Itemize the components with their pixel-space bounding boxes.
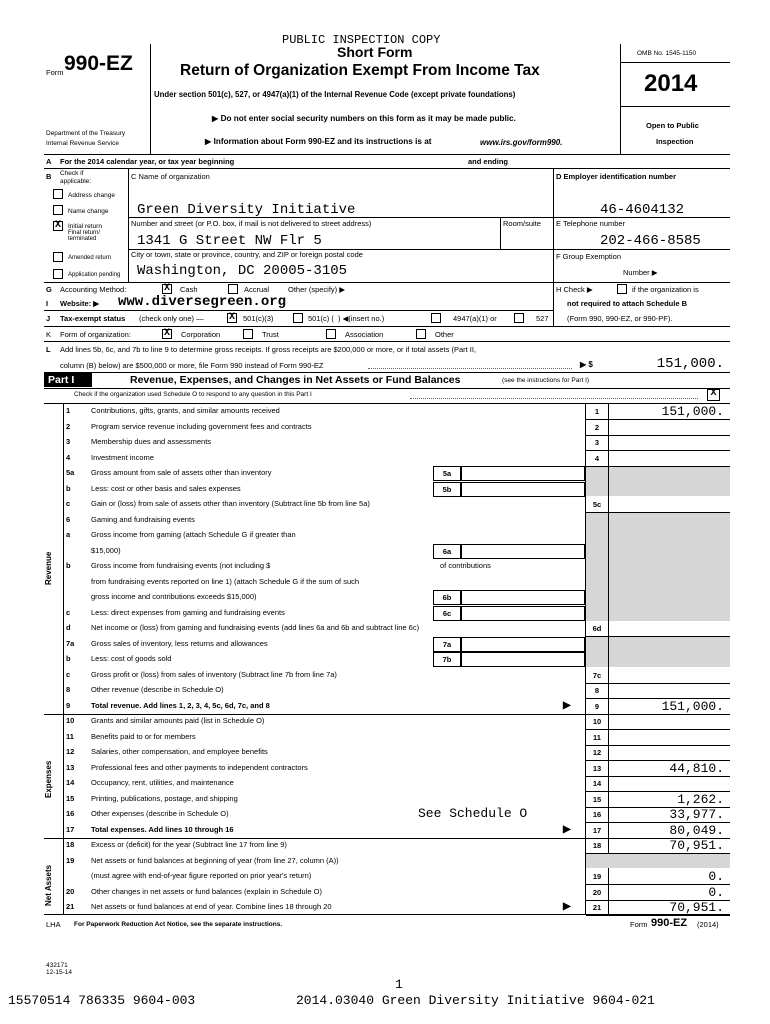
line-box-number: 12 [592,748,602,757]
line-description: Other changes in net assets or fund balances (explain in Schedule O) [91,886,322,896]
see-schedule-o-text: See Schedule O [418,806,528,821]
line-number: 2 [66,421,71,431]
net-assets-sidebar-label: Net Assets [44,864,53,906]
line-box-number: 14 [592,779,602,788]
trust-checkbox[interactable] [243,329,253,339]
address-change-label: Address change [68,192,115,199]
part-i-title: Revenue, Expenses, and Changes in Net Assets or Fund Balances [130,374,461,386]
line-number: 15 [66,793,75,803]
line-description: Gross amount from sale of assets other than inventory [91,468,272,477]
line-arrow: ▶ [563,699,571,711]
line-description: Total expenses. Add lines 10 through 16 [91,824,234,834]
accounting-method-label: Accounting Method: [60,285,127,294]
line-description: Occupancy, rent, utilities, and maintenance [91,778,234,787]
dept-treasury: Department of the Treasury [46,130,126,137]
city-label: City or town, state or province, country, and ZIP or foreign postal code [131,250,363,259]
h-text-3: (Form 990, 990-EZ, or 990-PF). [567,314,673,323]
paperwork-notice: For Paperwork Reduction Act Notice, see the separate instructions. [74,921,283,928]
line-description: Gaming and fundraising events [91,514,195,524]
website-value[interactable]: www.diversegreen.org [118,294,287,310]
line-box-rule [586,450,730,451]
line-number: 18 [66,840,75,849]
line-box-rule [586,729,730,730]
line-l-text-1: Add lines 5b, 6c, and 7b to line 9 to determine gross receipts. If gross receipts are $200,000 or more, or if total assets (Part II, [60,345,477,354]
line-number: b [66,483,71,493]
line-box-number: 4 [594,453,600,463]
expenses-sidebar-label: Expenses [44,760,53,798]
line-amount[interactable]: 70,951. [669,900,724,915]
and-ending: and ending [468,157,508,166]
line-number: d [66,623,71,632]
street-value: 1341 G Street NW Flr 5 [137,233,322,249]
page-number: 1 [395,977,403,992]
line-box-rule [586,714,730,715]
line-number: c [66,607,71,617]
applicable-label: applicable: [60,178,92,185]
association-checkbox[interactable] [326,329,336,339]
line-description: Less: cost of goods sold [91,654,172,663]
line-box-rule [586,512,730,513]
line-number: c [66,669,71,679]
sub-amount-field[interactable] [461,590,585,605]
info-notice: ▶ Information about Form 990-EZ and its instructions is at [205,137,432,146]
line-arrow: ▶ [563,823,571,835]
group-number-label: Number ▶ [623,268,658,277]
line-description: Membership dues and assessments [91,437,212,446]
line-number: c [66,499,71,508]
line-number: 10 [66,716,75,725]
sub-box-label: 7a [442,639,452,649]
line-number: 13 [66,762,75,772]
sub-amount-field[interactable] [461,637,585,652]
ssn-notice: ▶ Do not enter social security numbers on this form as it may be made public. [212,114,516,123]
short-form-label: Short Form [337,44,413,60]
line-amount[interactable]: 33,977. [669,807,724,822]
line-number: 16 [66,809,75,818]
line-description: gross income and contributions exceeds $15,000) [91,592,257,601]
city-value: Washington, DC 20005-3105 [137,263,348,279]
corporation-checkbox[interactable]: X [163,328,170,339]
line-description: Excess or (deficit) for the year (Subtract line 17 from line 9) [91,840,287,849]
line-number: 3 [66,437,71,446]
line-box-number: 8 [594,686,600,695]
final-return-label: Final return/ [68,230,101,236]
line-description: Grants and similar amounts paid (list in Schedule O) [91,716,265,725]
line-description: Printing, publications, postage, and shipping [91,793,238,803]
form-title: Return of Organization Exempt From Income Tax [180,62,540,79]
line-description: Contributions, gifts, grants, and similar amounts received [91,406,280,415]
sub-amount-field[interactable] [461,652,585,667]
line-description: Net assets or fund balances at beginning of year (from line 27, column (A)) [91,855,339,865]
line-number: 1 [66,406,71,415]
line-description: Net income or (loss) from gaming and fundraising events (add lines 6a and 6b and subtract line 6c) [91,623,420,632]
schedule-b-checkbox[interactable] [617,284,627,294]
sub-box-label: 6a [442,546,452,556]
4947-label: 4947(a)(1) or [453,314,497,323]
line-box-rule [586,466,730,467]
irs-label: Internal Revenue Service [46,140,119,147]
527-checkbox[interactable] [514,313,524,323]
gross-receipts-arrow: ▶ $ [580,360,593,369]
line-b-label: B [46,172,52,181]
line-amount[interactable]: 1,262. [677,791,724,807]
website-label: Website: ▶ [60,299,99,308]
line-box-number: 16 [592,810,602,819]
sub-box-label: 6b [442,593,452,602]
lha-label: LHA [46,920,61,929]
room-suite-label: Room/suite [503,219,541,228]
line-box-number: 1 [594,407,600,416]
line-box-rule [586,636,730,637]
application-pending-checkbox[interactable] [53,269,63,279]
line-description: Other revenue (describe in Schedule O) [91,685,224,694]
application-pending-label: Application pending [68,272,121,278]
line-number: 4 [66,452,71,462]
insert-no-label: ) ◀(insert no.) [338,314,385,323]
trust-label: Trust [262,330,279,339]
line-description: Professional fees and other payments to independent contractors [91,762,308,772]
tax-year: 2014 [644,70,698,97]
sub-amount-field[interactable] [461,466,585,481]
line-description: (must agree with end-of-year figure reported on prior year's return) [91,871,312,880]
line-amount[interactable]: 80,049. [669,822,724,838]
cash-label: Cash [180,285,198,294]
501c-other-label: 501(c) ( [308,314,334,323]
line-l-label: L [46,345,51,354]
line-description-suffix: of contributions [440,561,491,570]
amended-return-label: Amended return [68,255,112,261]
line-number: 19 [66,855,75,865]
line-box-number: 21 [592,903,602,912]
other-specify-label: Other (specify) ▶ [288,285,346,294]
sub-amount-field[interactable] [461,606,585,621]
name-change-label: Name change [68,208,109,215]
form-ref-number: 990-EZ [651,917,688,929]
527-label: 527 [536,314,549,323]
line-description: Less: direct expenses from gaming and fundraising events [91,607,285,617]
line-box-number: 9 [594,701,600,711]
line-amount[interactable]: 0. [708,869,724,884]
form-code-2: 12-15-14 [46,969,73,976]
sub-amount-field[interactable] [461,482,585,497]
sub-box-label: 5b [442,484,452,494]
line-box-rule [586,745,730,746]
line-g-label: G [46,285,52,294]
line-number: 6 [66,514,71,524]
left-filing-code: 15570514 786335 9604-003 [8,993,196,1008]
line-box-number: 18 [592,841,602,850]
line-i-label: I [46,299,49,308]
line-j-label: J [46,314,51,323]
line-description: from fundraising events reported on line 1) (attach Schedule G if the sum of such [91,576,360,586]
sub-box-label: 6c [442,608,452,618]
line-k-label: K [46,330,52,339]
line-box-rule [586,776,730,777]
phone-value: 202-466-8585 [600,233,701,249]
accrual-checkbox[interactable] [228,284,238,294]
line-box-number: 3 [594,438,600,447]
line-number: 11 [66,731,74,741]
line-number: b [66,654,71,663]
line-number: 20 [66,886,75,896]
part-i-label: Part I [48,374,75,386]
line-box-rule [586,419,730,420]
name-change-checkbox[interactable] [53,205,63,215]
irs-url: www.irs.gov/form990. [480,138,563,147]
sub-amount-field[interactable] [461,544,585,559]
line-description: Gain or (loss) from sale of assets other than inventory (Subtract line 5b from line 5a) [91,499,370,508]
line-description: Gross sales of inventory, less returns and allowances [91,638,268,648]
line-amount[interactable]: 44,810. [669,760,724,776]
line-box-number: 13 [592,763,602,773]
schedule-o-check-text: Check if the organization used Schedule O to respond to any question in this Part I [74,391,312,398]
line-description: Gross profit or (loss) from sales of inventory (Subtract line 7b from line 7a) [91,669,337,679]
line-box-rule [586,683,730,684]
line-number: 14 [66,778,75,787]
line-a-text: For the 2014 calendar year, or tax year beginning [60,157,235,166]
501c3-checkbox[interactable]: X [228,312,235,323]
line-l-text-2: column (B) below) are $500,000 or more, file Form 990 instead of Form 990-EZ [60,361,324,370]
telephone-label: E Telephone number [556,219,626,228]
form-of-org-label: Form of organization: [60,330,131,339]
street-label: Number and street (or P.O. box, if mail is not delivered to street address) [131,219,372,228]
line-box-rule [586,915,730,916]
line-number: 5a [66,468,75,477]
line-number: 12 [66,747,75,756]
line-description: Net assets or fund balances at end of year. Combine lines 18 through 20 [91,902,332,911]
schedule-o-checkbox[interactable]: X [707,389,720,401]
line-a-label: A [46,157,52,166]
cash-checkbox[interactable]: X [163,283,170,294]
line-box-number: 5c [592,500,602,509]
org-name-value: Green Diversity Initiative [137,202,356,218]
h-text-2: not required to attach Schedule B [567,299,688,308]
other-org-label: Other [435,330,454,339]
line-number: 8 [66,685,71,694]
line-box-number: 11 [593,732,601,742]
omb-number: OMB No. 1545-1150 [637,50,697,57]
line-number: 21 [66,902,75,911]
line-box-number: 2 [594,422,600,432]
check-if-label: Check if [60,170,84,177]
line-box-number: 6d [592,624,602,633]
line-description: Program service revenue including government fees and contracts [91,421,312,431]
line-description: Less: cost or other basis and sales expenses [91,483,241,493]
4947-checkbox[interactable] [431,313,441,323]
sub-box-label: 7b [442,655,452,664]
part-i-title-note: (see the instructions for Part I) [502,377,590,384]
form-number: 990-EZ [64,52,133,75]
line-description: Salaries, other compensation, and employee benefits [91,747,268,756]
line-description: Gross income from fundraising events (not including $ [91,561,271,570]
line-box-number: 20 [592,887,602,897]
under-section-text: Under section 501(c), 527, or 4947(a)(1) of the Internal Revenue Code (except private foundations) [154,90,516,99]
line-number: 7a [66,638,75,648]
line-amount[interactable]: 151,000. [661,404,724,419]
form-code-1: 432171 [46,962,68,969]
line-number: b [66,561,71,570]
line-description: Investment income [91,452,154,462]
line-description: Benefits paid to or for members [91,731,196,741]
amended-return-checkbox[interactable] [53,252,63,262]
public-inspection-copy: PUBLIC INSPECTION COPY [282,33,441,47]
line-box-number: 7c [592,670,602,680]
other-org-checkbox[interactable] [416,329,426,339]
inspection-label: Inspection [656,137,694,146]
form-ref-prefix: Form [630,920,648,929]
line-description: $15,000) [91,545,121,555]
initial-return-checkbox[interactable]: X [54,220,61,231]
line-number: 9 [66,700,71,710]
h-text-1: if the organization is [632,285,699,294]
line-box-rule [586,853,730,854]
line-arrow: ▶ [563,901,571,912]
address-change-checkbox[interactable] [53,189,63,199]
line-description: Gross income from gaming (attach Schedule G if greater than [91,530,296,539]
ein-value: 46-4604132 [600,202,685,218]
line-h-label: H Check ▶ [556,285,593,294]
group-exemption-label: F Group Exemption [556,252,622,261]
accrual-label: Accrual [244,285,270,294]
terminated-label: terminated [68,236,97,242]
501c-other-checkbox[interactable] [293,313,303,323]
line-amount[interactable]: 0. [708,884,724,900]
corporation-label: Corporation [181,330,221,339]
org-name-label: C Name of organization [131,172,210,181]
tax-exempt-status-label: Tax-exempt status [60,314,126,323]
line-box-number: 17 [592,825,602,835]
form-prefix: Form [46,68,64,77]
line-amount[interactable]: 70,951. [669,838,724,853]
line-description: Other expenses (describe in Schedule O) [91,809,229,818]
sub-box-label: 5a [442,469,452,478]
line-description: Total revenue. Add lines 1, 2, 3, 4, 5c, 6d, 7c, and 8 [91,700,270,710]
line-amount[interactable]: 151,000. [661,698,724,714]
line-number: 17 [66,824,75,834]
open-to-public: Open to Public [646,121,699,130]
association-label: Association [345,330,384,339]
line-box-number: 19 [592,872,602,881]
ein-label: D Employer identification number [556,172,677,181]
revenue-sidebar-label: Revenue [44,551,53,585]
form-ref-year: (2014) [697,920,719,929]
check-only-one: (check only one) — [139,314,204,323]
line-box-number: 10 [592,717,602,726]
gross-receipts-value: 151,000. [656,356,724,372]
line-box-rule [586,435,730,436]
line-number: a [66,530,71,539]
initial-return-label: Initial return [68,223,102,230]
right-filing-code: 2014.03040 Green Diversity Initiative 9604-021 [296,993,655,1008]
501c3-label: 501(c)(3) [243,314,274,323]
line-box-number: 15 [592,794,602,804]
